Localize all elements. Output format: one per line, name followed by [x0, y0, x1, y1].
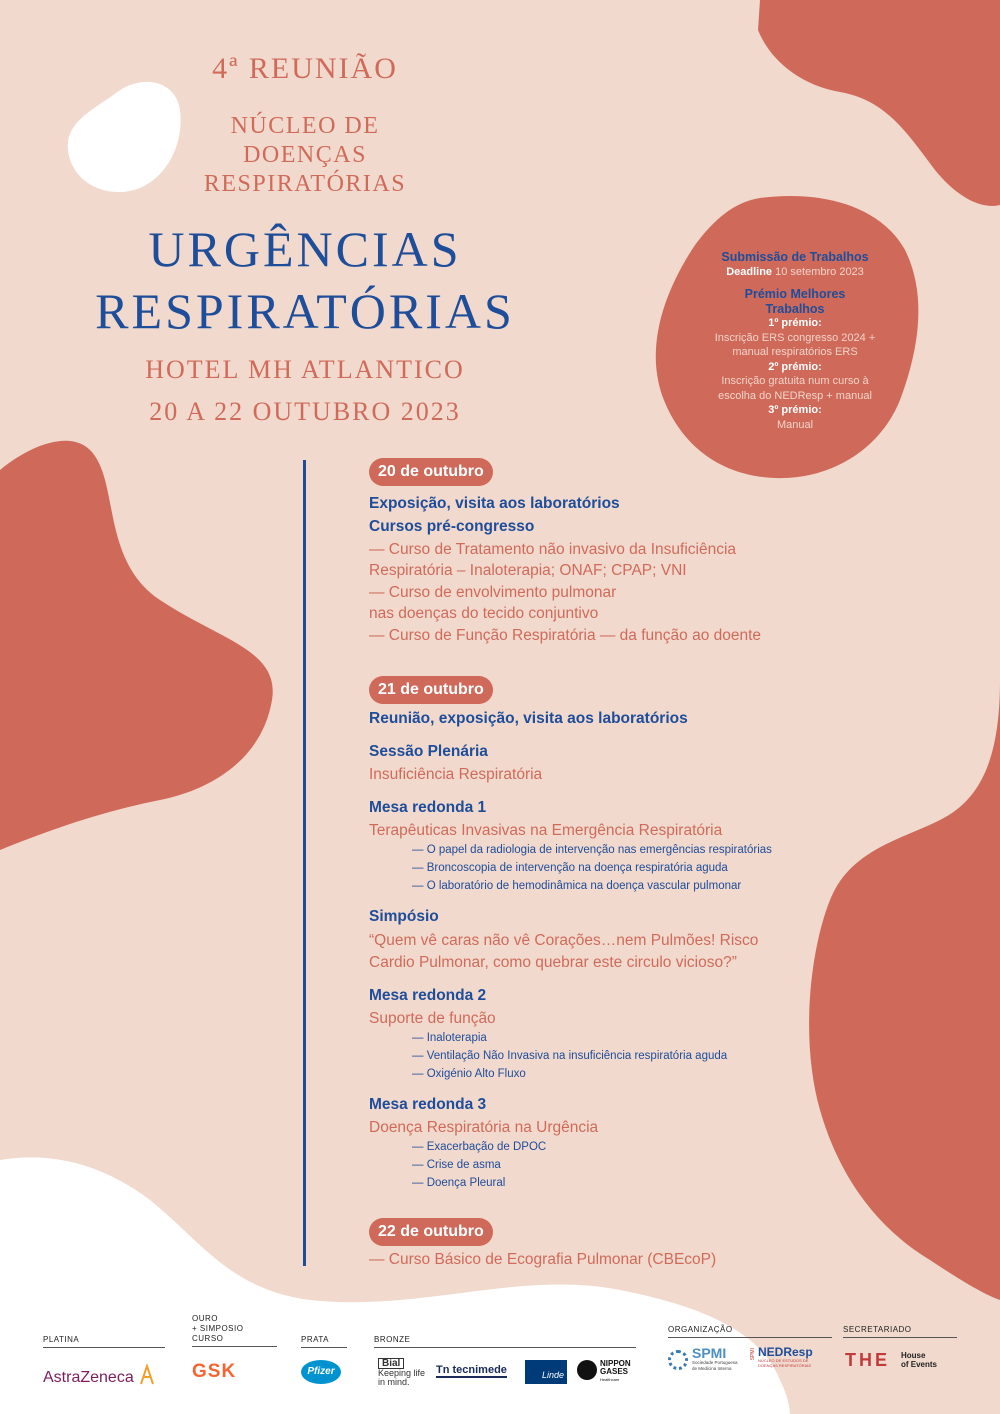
bial-logo	[378, 1358, 425, 1387]
nedresp-logo	[758, 1346, 813, 1368]
tecnimede-logo	[436, 1364, 507, 1378]
blob-left	[0, 441, 273, 850]
mesa3-item: — Exacerbação de DPOC	[412, 1141, 547, 1153]
organizacao-label: ORGANIZAÇÃO	[668, 1325, 832, 1338]
secretariado	[843, 1323, 957, 1380]
organizer-line: RESPIRATÓRIAS	[203, 171, 407, 197]
mesa1-item: — Broncoscopia de intervenção na doença respiratória aguda	[412, 862, 728, 874]
plenaria-topic: Insuficiência Respiratória	[369, 766, 543, 783]
venue: HOTEL MH ATLANTICO	[145, 355, 465, 384]
day21-heading: Reunião, exposição, visita aos laboratórios	[369, 710, 688, 727]
astrazeneca-logo	[43, 1364, 165, 1387]
sponsor-ouro	[192, 1314, 277, 1383]
tecnimede-text: tecnimede	[452, 1364, 507, 1376]
prize3-label: 3º prémio:	[768, 404, 822, 416]
day22-item: — Curso Básico de Ecografia Pulmonar (CBEcoP)	[369, 1251, 717, 1268]
date-badge-20: 20 de outubro	[369, 458, 493, 486]
organizer-logos	[668, 1346, 832, 1382]
course-item: nas doenças do tecido conjuntivo	[369, 605, 599, 622]
mesa1-item: — O laboratório de hemodinâmica na doença vascular pulmonar	[412, 880, 742, 892]
organizer-name	[0, 112, 610, 199]
platina-label: PLATINA	[43, 1335, 165, 1348]
prize1-label: 1º prémio:	[768, 317, 822, 329]
mesa2-item: — Inaloterapia	[412, 1032, 487, 1044]
meeting-number: 4ª REUNIÃO	[212, 52, 398, 85]
the-text: THE	[845, 1350, 890, 1370]
organizer-line: NÚCLEO DE	[230, 113, 380, 139]
spmi-logo	[692, 1346, 738, 1372]
organizacao	[668, 1323, 832, 1382]
sponsor-platina	[43, 1323, 165, 1387]
course-item: — Curso de envolvimento pulmonar	[369, 584, 617, 601]
prize3-text: Manual	[776, 418, 814, 431]
gsk-logo: GSK	[192, 1361, 237, 1382]
linde-logo: Linde	[525, 1360, 567, 1384]
mesa2-topic: Suporte de função	[369, 1010, 496, 1027]
mesa1-item: — O papel da radiologia de intervenção nas emergências respiratórias	[412, 844, 772, 856]
nippon-gases-icon	[577, 1360, 597, 1380]
award-title-line: Prémio Melhores	[744, 287, 846, 301]
award-title-line: Trabalhos	[765, 301, 825, 316]
mesa2-item: — Ventilação Não Invasiva na insuficiência respiratória aguda	[412, 1050, 728, 1062]
bronze-logos	[374, 1358, 636, 1394]
mesa3-title: Mesa redonda 3	[369, 1096, 487, 1113]
date-badge-22: 22 de outubro	[369, 1218, 493, 1246]
the-subtitle-line: of Events	[901, 1360, 938, 1369]
simposio-text: Cardio Pulmonar, como quebrar este circulo vicioso?”	[369, 954, 737, 971]
the-subtitle	[901, 1351, 937, 1369]
day20-courses-title: Cursos pré-congresso	[369, 518, 535, 535]
simposio-text: “Quem vê caras não vê Corações…nem Pulmões! Risco	[369, 932, 759, 949]
nippon-gases-text	[600, 1360, 631, 1384]
astrazeneca-icon	[138, 1364, 156, 1386]
mesa1-title: Mesa redonda 1	[369, 799, 487, 816]
mesa2-item: — Oxigénio Alto Fluxo	[412, 1068, 526, 1080]
bial-name: Bial	[378, 1358, 404, 1369]
nippon-line: GASES	[600, 1367, 629, 1376]
course-item: — Curso de Tratamento não invasivo da Insuficiência	[369, 541, 737, 558]
prata-label: PRATA	[301, 1335, 347, 1348]
submission-info	[690, 250, 900, 432]
spmi-icon	[668, 1350, 688, 1370]
spmi-subtitle: de Medicina Interna	[692, 1366, 732, 1371]
bial-tagline: Keeping life	[378, 1368, 426, 1378]
prize2-text: escolha do NEDResp + manual	[718, 389, 872, 402]
prize1-text: manual respiratórios ERS	[732, 346, 858, 358]
simposio-title: Simpósio	[369, 908, 439, 925]
course-item: Respiratória – Inaloterapia; ONAF; CPAP; VNI	[369, 562, 687, 579]
the-logo	[843, 1350, 957, 1380]
pfizer-logo: Pfizer	[301, 1360, 341, 1384]
tecnimede-icon: Tn	[436, 1364, 453, 1376]
the-subtitle-line: House	[901, 1351, 926, 1360]
blob-right	[809, 680, 1000, 1300]
bronze-label: BRONZE	[374, 1335, 636, 1348]
mesa1-topic: Terapêuticas Invasivas na Emergência Respiratória	[369, 822, 723, 839]
timeline-line	[303, 460, 306, 1266]
blob-top-right	[758, 0, 1000, 206]
date-badge-21: 21 de outubro	[369, 676, 493, 704]
deadline-label: Deadline	[726, 265, 773, 278]
nippon-line: NIPPON	[600, 1359, 631, 1368]
nedresp-subtitle: NÚCLEO DE ESTUDOS DE	[758, 1358, 809, 1363]
deadline-date: 10 setembro 2023	[775, 265, 864, 278]
event-dates: 20 A 22 OUTUBRO 2023	[149, 397, 461, 426]
nedresp-name: NEDResp	[758, 1345, 813, 1359]
deadline	[690, 265, 900, 280]
submission-title: Submissão de Trabalhos	[721, 250, 869, 264]
ouro-label-line: OURO	[192, 1314, 218, 1323]
nippon-line: Healthcare	[600, 1377, 620, 1382]
course-item: — Curso de Função Respiratória — da função ao doente	[369, 627, 762, 644]
day20-heading: Exposição, visita aos laboratórios	[369, 495, 620, 512]
secretariado-label: SECRETARIADO	[843, 1325, 957, 1338]
mesa3-item: — Doença Pleural	[412, 1177, 506, 1189]
mesa3-topic: Doença Respiratória na Urgência	[369, 1119, 599, 1136]
plenaria-title: Sessão Plenária	[369, 743, 488, 760]
prize1-text: Inscrição ERS congresso 2024 +	[714, 331, 876, 344]
ouro-label	[192, 1314, 277, 1347]
mesa2-title: Mesa redonda 2	[369, 987, 487, 1004]
nippon-gases-logo	[577, 1358, 637, 1388]
sponsor-bronze	[374, 1323, 636, 1394]
title-line: URGÊNCIAS	[148, 221, 462, 277]
spmi-name: SPMI	[692, 1345, 727, 1361]
sponsor-prata	[301, 1323, 347, 1384]
mesa3-item: — Crise de asma	[412, 1159, 501, 1171]
organizer-line: DOENÇAS	[243, 142, 367, 168]
title-line: RESPIRATÓRIAS	[95, 283, 515, 339]
prize2-text: Inscrição gratuita num curso à	[721, 375, 869, 387]
bial-tagline: in mind.	[378, 1377, 410, 1387]
astrazeneca-text: AstraZeneca	[43, 1369, 134, 1386]
event-title	[0, 218, 610, 342]
nedresp-subtitle: DOENÇAS RESPIRATÓRIAS	[758, 1363, 812, 1368]
prize2-label: 2º prémio:	[768, 360, 822, 373]
ouro-label-line: + SIMPOSIO CURSO	[192, 1324, 244, 1343]
spmi-subtitle: Sociedade Portuguesa	[692, 1360, 738, 1365]
spmi-vertical: SPMI	[750, 1348, 756, 1361]
